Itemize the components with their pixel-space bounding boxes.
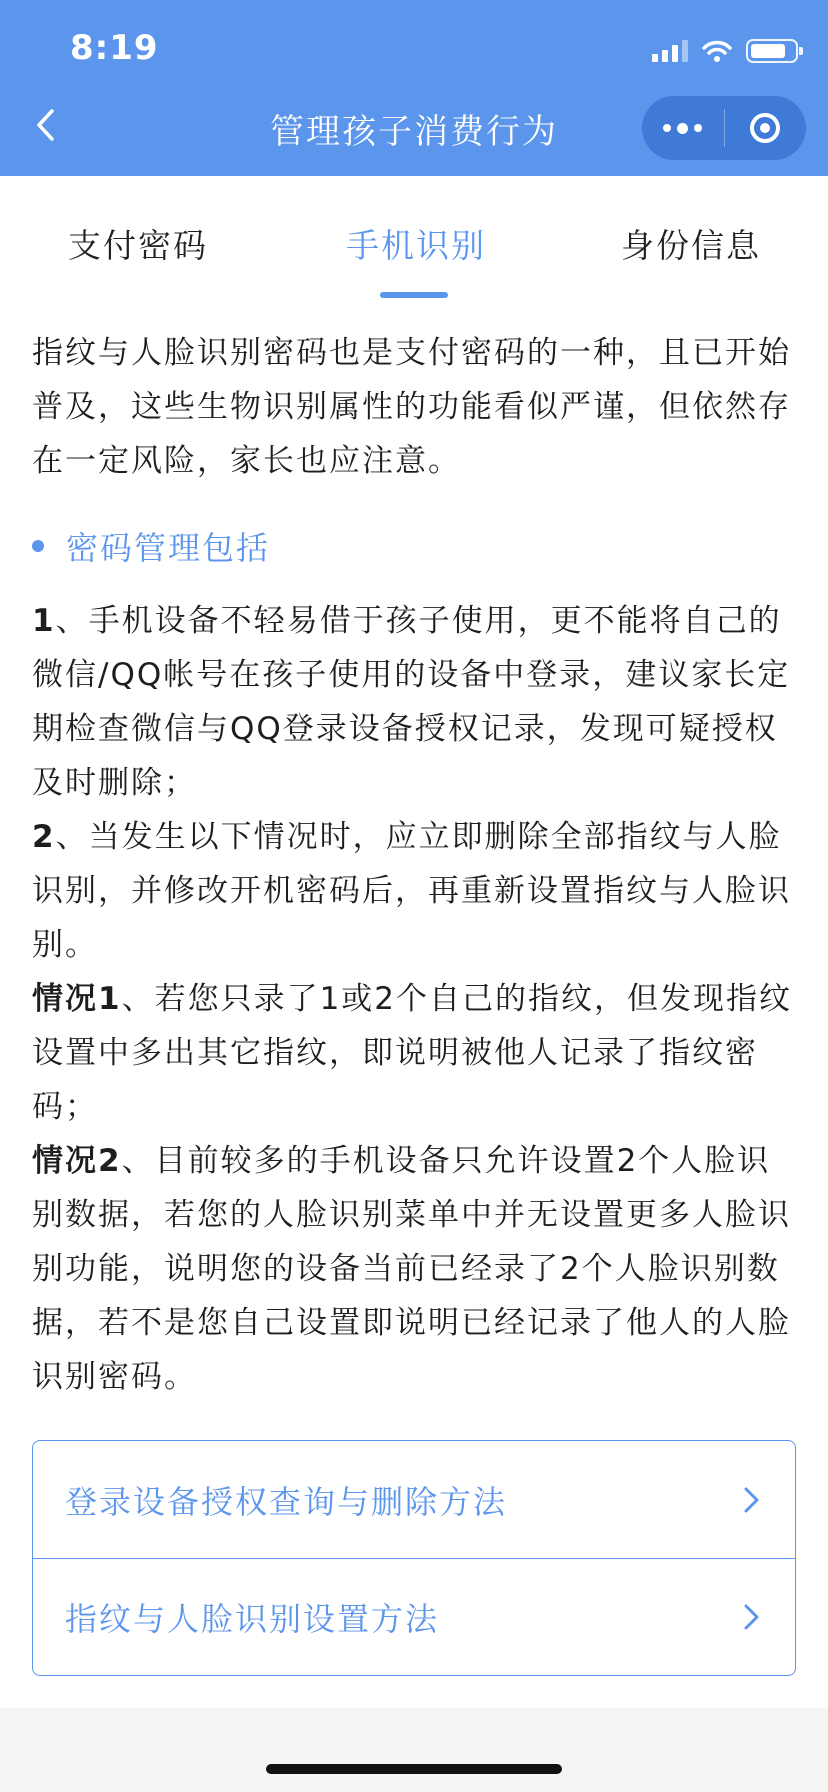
list-item — [32, 972, 796, 1134]
wifi-icon — [702, 39, 732, 63]
item-text: 、当发生以下情况时，应立即删除全部指纹与人脸识别，并修改开机密码后，再重新设置指纹与人脸识别。 — [32, 819, 791, 963]
link-fingerprint-face-setup[interactable] — [33, 1558, 795, 1675]
tab-identity-info[interactable]: 身份信息 — [621, 226, 761, 265]
battery-icon — [746, 39, 798, 63]
tab-payment-password[interactable]: 支付密码 — [68, 226, 208, 265]
more-icon — [663, 123, 702, 134]
list-item — [32, 1134, 796, 1404]
item-label: 1 — [32, 603, 56, 639]
active-tab-indicator — [380, 292, 448, 298]
password-management-list — [32, 594, 796, 1404]
item-label: 情况2 — [32, 1143, 122, 1179]
bullet-dot — [32, 540, 44, 552]
item-text: 、若您只录了1或2个自己的指纹，但发现指纹设置中多出其它指纹，即说明被他人记录了指纹密码； — [32, 981, 793, 1125]
home-indicator[interactable] — [266, 1764, 562, 1774]
link-label: 登录设备授权查询与删除方法 — [65, 1482, 508, 1521]
tab-bar — [0, 176, 828, 300]
item-label: 情况1 — [32, 981, 122, 1017]
item-text: 、目前较多的手机设备只允许设置2个人脸识别数据，若您的人脸识别菜单中并无设置更多人脸识别功能，说明您的设备当前已经录了2个人脸识别数据，若不是您自己设置即说明已经记录了他人的人脸识别密码。 — [32, 1143, 791, 1395]
list-item — [32, 594, 796, 810]
help-links-card — [32, 1440, 796, 1676]
status-icons — [652, 36, 798, 66]
tab-phone-recognition[interactable]: 手机识别 — [346, 226, 486, 265]
section-header — [32, 516, 796, 576]
item-text: 、手机设备不轻易借于孩子使用，更不能将自己的微信/QQ帐号在孩子使用的设备中登录，建议家长定期检查微信与QQ登录设备授权记录，发现可疑授权及时删除； — [32, 603, 791, 801]
more-button[interactable] — [642, 96, 724, 160]
list-item — [32, 810, 796, 972]
status-time: 8:19 — [70, 28, 159, 68]
intro-paragraph: 指纹与人脸识别密码也是支付密码的一种，且已开始普及，这些生物识别属性的功能看似严谨，但依然存在一定风险，家长也应注意。 — [32, 335, 791, 479]
chevron-right-icon — [741, 1602, 763, 1632]
link-device-authorization[interactable] — [33, 1441, 795, 1558]
signal-icon — [652, 40, 688, 62]
link-label: 指纹与人脸识别设置方法 — [65, 1600, 440, 1638]
section-title: 密码管理包括 — [66, 529, 271, 567]
nav-header — [0, 0, 828, 176]
article-content — [32, 326, 796, 1404]
item-label: 2 — [32, 819, 56, 855]
chevron-right-icon — [741, 1485, 763, 1515]
bottom-safe-area — [0, 1708, 828, 1792]
mini-program-capsule — [642, 96, 806, 160]
close-target-icon — [750, 113, 780, 143]
close-button[interactable] — [725, 96, 807, 160]
page-title: 管理孩子消费行为 — [270, 112, 558, 152]
